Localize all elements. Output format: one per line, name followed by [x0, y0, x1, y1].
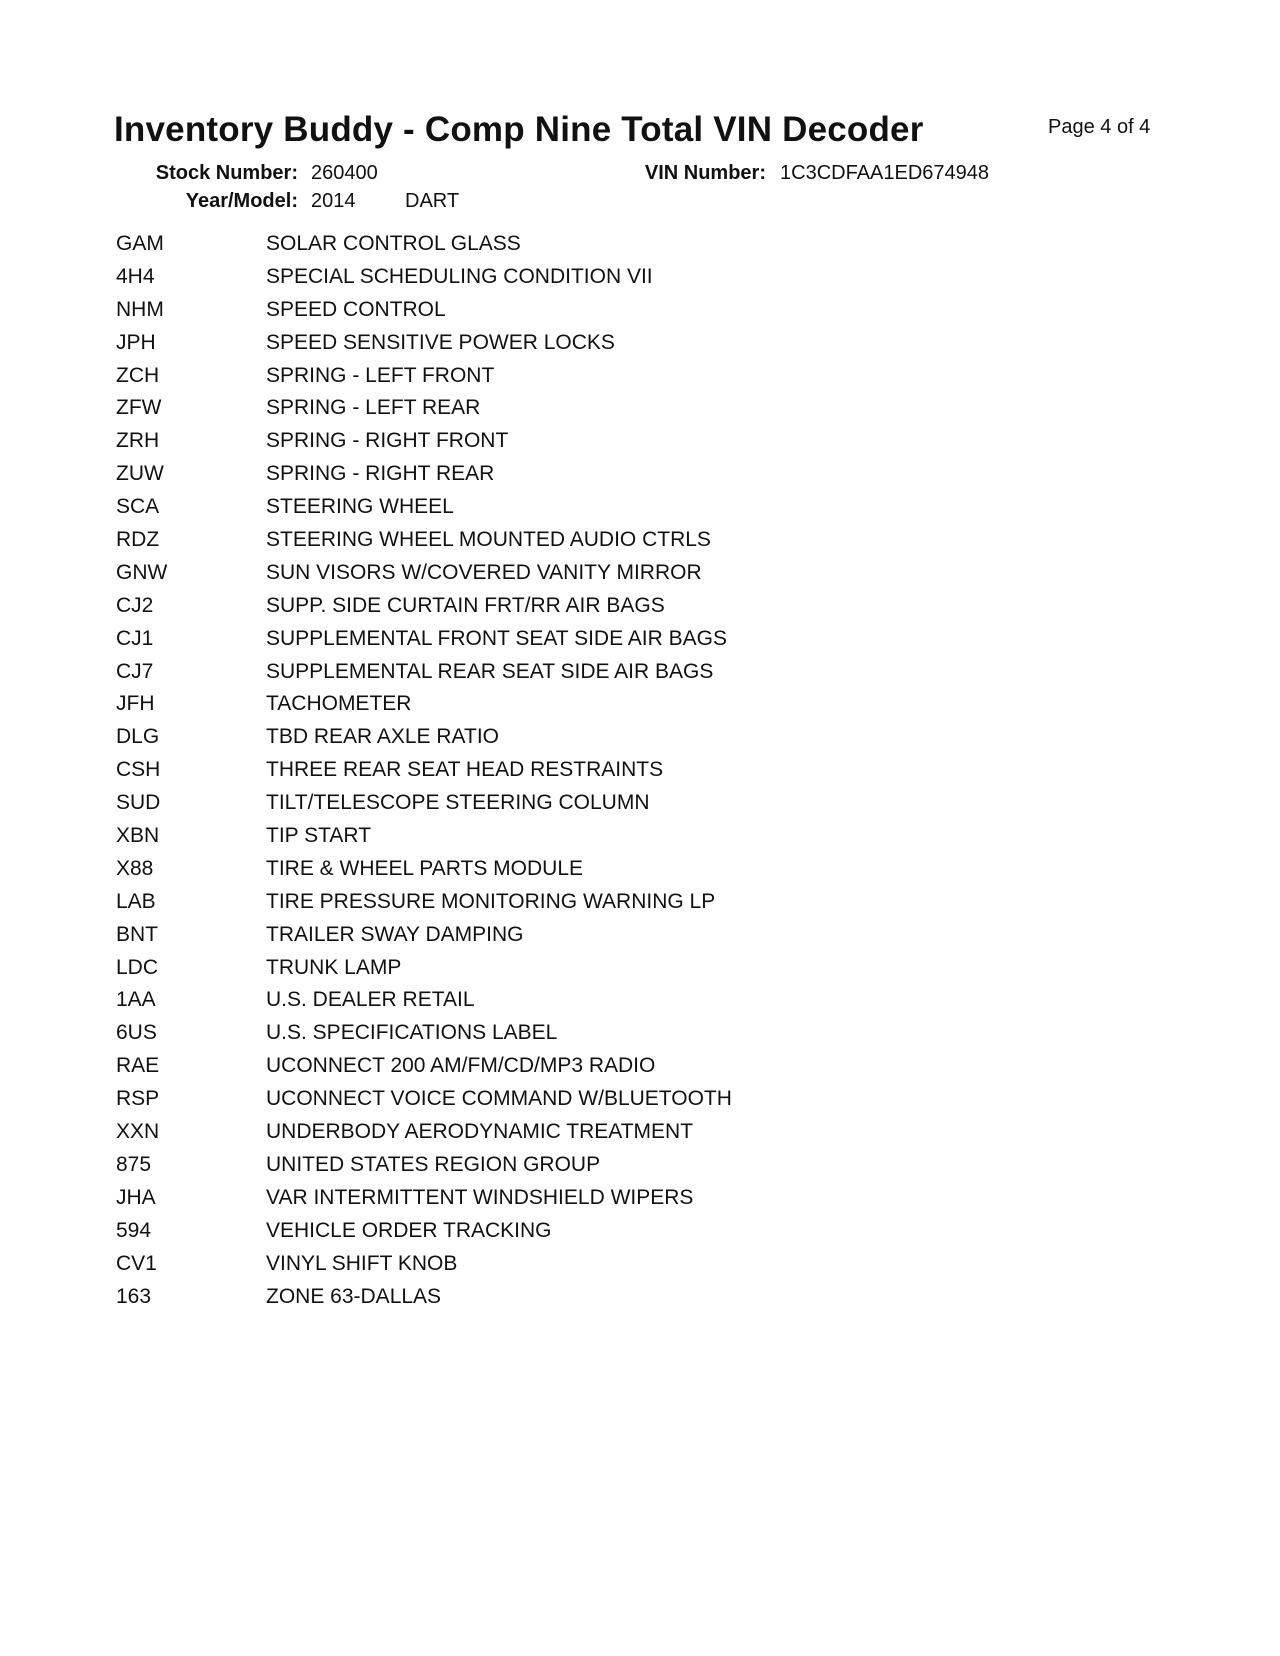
option-description: SPRING - RIGHT REAR	[266, 462, 495, 486]
option-code: 875	[116, 1152, 152, 1176]
option-code: XXN	[116, 1120, 160, 1144]
option-code: 1AA	[116, 988, 156, 1012]
option-description: SUPPLEMENTAL FRONT SEAT SIDE AIR BAGS	[266, 626, 727, 650]
option-code: RAE	[116, 1054, 160, 1078]
option-description: TBD REAR AXLE RATIO	[266, 725, 499, 749]
option-description: SUPPLEMENTAL REAR SEAT SIDE AIR BAGS	[266, 659, 714, 683]
list-item	[116, 688, 732, 721]
list-item	[116, 590, 732, 623]
list-item	[116, 1050, 732, 1083]
stock-number-value: 260400	[311, 162, 378, 184]
option-code: SUD	[116, 791, 161, 815]
list-item	[116, 623, 732, 656]
option-code: 163	[116, 1284, 152, 1308]
option-description: STEERING WHEEL MOUNTED AUDIO CTRLS	[266, 528, 711, 552]
option-description: UNDERBODY AERODYNAMIC TREATMENT	[266, 1120, 694, 1144]
option-description: SPRING - RIGHT FRONT	[266, 429, 509, 453]
option-code: CSH	[116, 758, 161, 782]
option-description: TILT/TELESCOPE STEERING COLUMN	[266, 791, 650, 815]
vin-number-label: VIN Number:	[644, 162, 766, 184]
list-item	[116, 787, 732, 820]
vin-number-value: 1C3CDFAA1ED674948	[780, 162, 990, 184]
option-description: TIP START	[266, 824, 372, 848]
list-item	[116, 886, 732, 919]
option-description: TRAILER SWAY DAMPING	[266, 922, 524, 946]
list-item	[116, 952, 732, 985]
list-item	[116, 1017, 732, 1050]
list-item	[116, 524, 732, 557]
option-code: JFH	[116, 692, 155, 716]
option-description: UCONNECT VOICE COMMAND W/BLUETOOTH	[266, 1087, 732, 1111]
option-description: TACHOMETER	[266, 692, 412, 716]
option-description: THREE REAR SEAT HEAD RESTRAINTS	[266, 758, 664, 782]
option-description: SPECIAL SCHEDULING CONDITION VII	[266, 264, 653, 288]
option-code: RDZ	[116, 528, 160, 552]
option-code: XBN	[116, 824, 160, 848]
option-code: SCA	[116, 495, 160, 519]
option-code: ZUW	[116, 462, 164, 486]
option-description: VEHICLE ORDER TRACKING	[266, 1218, 552, 1242]
option-code: ZFW	[116, 396, 162, 420]
year-value: 2014	[311, 190, 356, 212]
option-description: SPRING - LEFT FRONT	[266, 363, 495, 387]
option-description: SPRING - LEFT REAR	[266, 396, 481, 420]
option-code: NHM	[116, 297, 164, 321]
option-description: ZONE 63-DALLAS	[266, 1284, 442, 1308]
option-description: SPEED CONTROL	[266, 297, 446, 321]
list-item	[116, 458, 732, 491]
option-description: SPEED SENSITIVE POWER LOCKS	[266, 330, 615, 354]
option-code: 594	[116, 1218, 152, 1242]
list-item	[116, 656, 732, 689]
option-description: VINYL SHIFT KNOB	[266, 1251, 458, 1275]
option-description: UCONNECT 200 AM/FM/CD/MP3 RADIO	[266, 1054, 656, 1078]
list-item	[116, 721, 732, 754]
list-item	[116, 392, 732, 425]
option-code: GNW	[116, 560, 168, 584]
option-code: DLG	[116, 725, 160, 749]
option-code: BNT	[116, 922, 158, 946]
option-code-list	[116, 228, 732, 1313]
stock-number-label: Stock Number:	[155, 162, 298, 184]
option-description: UNITED STATES REGION GROUP	[266, 1152, 601, 1176]
option-description: TIRE PRESSURE MONITORING WARNING LP	[266, 889, 716, 913]
page-number: Page 4 of 4	[1048, 116, 1151, 138]
list-item	[116, 1281, 732, 1314]
option-code: CV1	[116, 1251, 157, 1275]
list-item	[116, 853, 732, 886]
list-item	[116, 261, 732, 294]
list-item	[116, 1149, 732, 1182]
list-item	[116, 228, 732, 261]
option-description: SUPP. SIDE CURTAIN FRT/RR AIR BAGS	[266, 593, 665, 617]
list-item	[116, 1116, 732, 1149]
option-description: U.S. DEALER RETAIL	[266, 988, 475, 1012]
list-item	[116, 1215, 732, 1248]
option-code: CJ7	[116, 659, 154, 683]
option-code: 4H4	[116, 264, 155, 288]
option-code: ZRH	[116, 429, 160, 453]
list-item	[116, 294, 732, 327]
option-code: GAM	[116, 232, 164, 255]
option-description: TRUNK LAMP	[266, 955, 402, 979]
page-title: Inventory Buddy - Comp Nine Total VIN Decoder	[114, 110, 924, 149]
option-code: 6US	[116, 1021, 157, 1045]
option-description: SOLAR CONTROL GLASS	[266, 232, 521, 255]
list-item	[116, 919, 732, 952]
list-item	[116, 754, 732, 787]
option-code: CJ1	[116, 626, 154, 650]
option-code: JHA	[116, 1185, 156, 1209]
list-item	[116, 1248, 732, 1281]
list-item	[116, 820, 732, 853]
option-code: RSP	[116, 1087, 160, 1111]
option-description: SUN VISORS W/COVERED VANITY MIRROR	[266, 560, 702, 584]
list-item	[116, 425, 732, 458]
option-description: VAR INTERMITTENT WINDSHIELD WIPERS	[266, 1185, 694, 1209]
option-description: U.S. SPECIFICATIONS LABEL	[266, 1021, 558, 1045]
option-code: LAB	[116, 889, 156, 913]
list-item	[116, 1083, 732, 1116]
model-value: DART	[405, 190, 460, 212]
option-code: LDC	[116, 955, 159, 979]
option-description: STEERING WHEEL	[266, 495, 454, 519]
option-description: TIRE & WHEEL PARTS MODULE	[266, 856, 583, 880]
list-item	[116, 360, 732, 393]
list-item	[116, 557, 732, 590]
list-item	[116, 984, 732, 1017]
year-model-label: Year/Model:	[185, 190, 298, 212]
option-code: JPH	[116, 330, 156, 354]
option-code: X88	[116, 856, 154, 880]
option-code: CJ2	[116, 593, 154, 617]
list-item	[116, 1182, 732, 1215]
list-item	[116, 491, 732, 524]
option-code: ZCH	[116, 363, 160, 387]
list-item	[116, 327, 732, 360]
